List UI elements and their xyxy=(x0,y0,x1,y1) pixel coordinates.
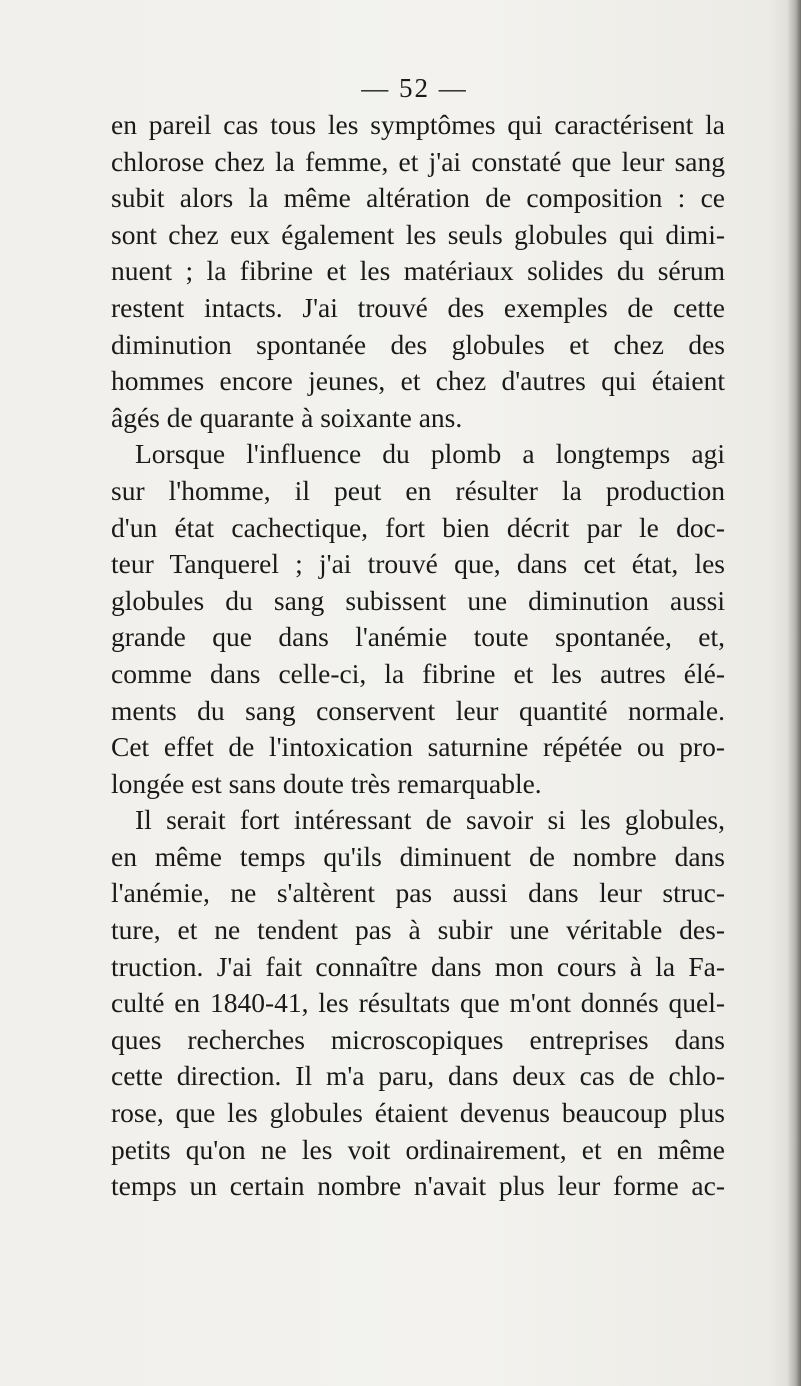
text-line: culté en 1840-41, les résultats que m'ont donnés quel- xyxy=(111,987,725,1019)
text-line: grande que dans l'anémie toute spontanée, et, xyxy=(111,621,725,653)
text-line: teur Tanquerel ; j'ai trouvé que, dans cet état, les xyxy=(111,548,725,580)
text-line: Lorsque l'influence du plomb a longtemps agi xyxy=(135,438,725,470)
text-line: d'un état cachectique, fort bien décrit par le doc- xyxy=(111,511,725,543)
text-line: truction. J'ai fait connaître dans mon cours à la Fa- xyxy=(111,950,725,982)
text-line: temps un certain nombre n'avait plus leur forme ac- xyxy=(111,1170,725,1202)
text-line: Cet effet de l'intoxication saturnine répétée ou pro- xyxy=(111,731,725,763)
text-line: nuent ; la fibrine et les matériaux solides du sérum xyxy=(111,255,725,287)
text-line: subit alors la même altération de composition : ce xyxy=(111,182,725,214)
text-line: rose, que les globules étaient devenus beaucoup plus xyxy=(111,1097,725,1129)
text-line: en pareil cas tous les symptômes qui caractérisent la xyxy=(111,109,725,140)
text-line: sont chez eux également les seuls globules qui dimi- xyxy=(111,218,725,250)
text-line: ques recherches microscopiques entreprises dans xyxy=(111,1023,725,1055)
text-line: diminution spontanée des globules et chez des xyxy=(111,328,725,360)
text-line: l'anémie, ne s'altèrent pas aussi dans leur struc- xyxy=(111,877,725,909)
text-line: comme dans celle-ci, la fibrine et les autres élé- xyxy=(111,657,725,689)
text-line: hommes encore jeunes, et chez d'autres qui étaient xyxy=(111,365,725,397)
text-line: âgés de quarante à soixante ans. xyxy=(111,401,463,433)
page-edge-shadow xyxy=(787,0,801,1386)
text-line: globules du sang subissent une diminution aussi xyxy=(111,584,725,616)
text-line: sur l'homme, il peut en résulter la production xyxy=(111,474,725,506)
text-line: Il serait fort intéressant de savoir si les globules, xyxy=(135,804,725,836)
text-line: petits qu'on ne les voit ordinairement, et en même xyxy=(111,1133,725,1165)
text-line: ments du sang conservent leur quantité normale. xyxy=(111,694,725,726)
text-line: cette direction. Il m'a paru, dans deux cas de chlo- xyxy=(111,1060,725,1092)
text-line: chlorose chez la femme, et j'ai constaté que leur sang xyxy=(111,145,725,177)
text-line: en même temps qu'ils diminuent de nombre dans xyxy=(111,840,725,872)
text-line: ture, et ne tendent pas à subir une véritable des- xyxy=(111,914,725,946)
body-text xyxy=(111,107,725,1205)
text-line: restent intacts. J'ai trouvé des exemples de cette xyxy=(111,291,725,323)
page-number: — 52 — xyxy=(361,73,468,103)
text-line: longée est sans doute très remarquable. xyxy=(111,767,542,799)
